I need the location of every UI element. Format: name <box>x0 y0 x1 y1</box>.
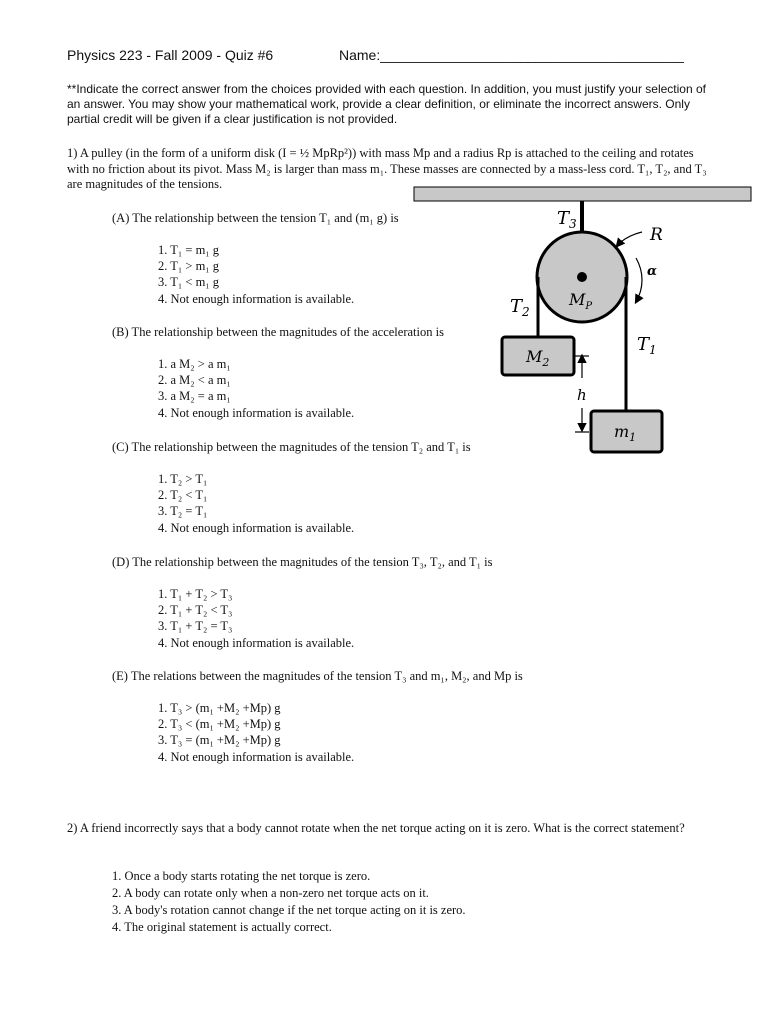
alpha-arrow <box>636 258 642 302</box>
radius-pointer <box>617 232 642 246</box>
choice[interactable]: 1. T₁ + T₂ > T₃ <box>158 587 233 601</box>
choice[interactable]: 2. T₃ < (m₁ +M₂ +Mp) g <box>158 717 281 732</box>
label-T1: $T_1$ <box>637 334 657 357</box>
choice[interactable]: 2. A body can rotate only when a non-zero net torque acts on it. <box>112 886 429 900</box>
label-M2-sub: 2 <box>542 356 550 369</box>
question-1-intro: 1) A pulley (in the form of a uniform disk (I = ½ MpRp²)) with mass Mp and a radius Rp is attached to the ceiling and rotates with no friction about its pivot. Mass M₂ is larger than mass m₁. These masses are connected by a mass-less cord. T₁, T₂, and T₃ are magnitudes of the tensions. <box>67 146 707 191</box>
choice[interactable]: 4. The original statement is actually correct. <box>112 920 332 934</box>
choice[interactable]: 3. T₁ + T₂ = T₃ <box>158 619 233 634</box>
label-m1: $m_1$ <box>614 422 637 444</box>
label-m1-sub: 1 <box>629 431 637 444</box>
choice[interactable]: 4. Not enough information is available. <box>158 520 355 535</box>
label-Mp-sub: P <box>585 301 593 312</box>
part-e-prompt: (E) The relations between the magnitudes of the tension T₃ and m₁, M₂, and Mp is <box>112 669 523 683</box>
choice[interactable]: 4. Not enough information is available. <box>158 291 355 306</box>
choice[interactable]: 2. T₁ > m₁ g <box>158 259 220 274</box>
name-field-label: Name:_______________________________________ <box>339 47 684 63</box>
label-Mp: $M_P$ <box>569 290 593 312</box>
label-M2: $M_2$ <box>526 347 550 369</box>
choice[interactable]: 3. A body's rotation cannot change if the net torque acting on it is zero. <box>112 903 466 917</box>
label-R: R <box>650 225 663 245</box>
choice[interactable]: 2. T₁ + T₂ < T₃ <box>158 603 233 618</box>
choice[interactable]: 3. T₃ = (m₁ +M₂ +Mp) g <box>158 733 281 748</box>
choice[interactable]: 1. a M₂ > a m₁ <box>158 357 231 371</box>
part-b-prompt: (B) The relationship between the magnitudes of the acceleration is <box>112 325 444 339</box>
choice[interactable]: 1. Once a body starts rotating the net torque is zero. <box>112 869 371 883</box>
question-2-prompt: 2) A friend incorrectly says that a body cannot rotate when the net torque acting on it is zero. What is the correct statement? <box>67 821 685 835</box>
label-T2: $T_2$ <box>510 296 530 319</box>
label-alpha: α <box>647 264 658 279</box>
label-T1-sub: 1 <box>649 343 657 357</box>
choice[interactable]: 1. T₃ > (m₁ +M₂ +Mp) g <box>158 701 281 715</box>
instructions: **Indicate the correct answer from the choices provided with each question. In addition, you must justify your selection of an answer. You may show your mathematical work, provide a clear definition, or eliminate the incorrect answers. Only partial credit will be given if a clear justification is not provided. <box>67 82 706 126</box>
ceiling <box>414 187 751 201</box>
label-T3: $T_3$ <box>557 208 577 231</box>
choice[interactable]: 4. Not enough information is available. <box>158 405 355 420</box>
label-h: h <box>577 386 587 404</box>
choice[interactable]: 1. T₁ = m₁ g <box>158 243 220 257</box>
quiz-title: Physics 223 - Fall 2009 - Quiz #6 <box>67 47 274 63</box>
part-a-prompt: (A) The relationship between the tension T₁ and (m₁ g) is <box>112 211 399 225</box>
choice[interactable]: 3. a M₂ = a m₁ <box>158 389 231 404</box>
choice[interactable]: 3. T₁ < m₁ g <box>158 275 220 290</box>
choice[interactable]: 4. Not enough information is available. <box>158 635 355 650</box>
choice[interactable]: 1. T₂ > T₁ <box>158 472 208 486</box>
part-d-prompt: (D) The relationship between the magnitudes of the tension T₃, T₂, and T₁ is <box>112 555 493 569</box>
choice[interactable]: 2. T₂ < T₁ <box>158 488 208 503</box>
choice[interactable]: 3. T₂ = T₁ <box>158 504 208 519</box>
choice[interactable]: 4. Not enough information is available. <box>158 749 355 764</box>
pulley-pivot <box>577 272 587 282</box>
label-T2-sub: 2 <box>522 305 530 319</box>
part-c-prompt: (C) The relationship between the magnitudes of the tension T₂ and T₁ is <box>112 440 471 454</box>
choice[interactable]: 2. a M₂ < a m₁ <box>158 373 231 388</box>
label-T3-sub: 3 <box>569 217 577 231</box>
